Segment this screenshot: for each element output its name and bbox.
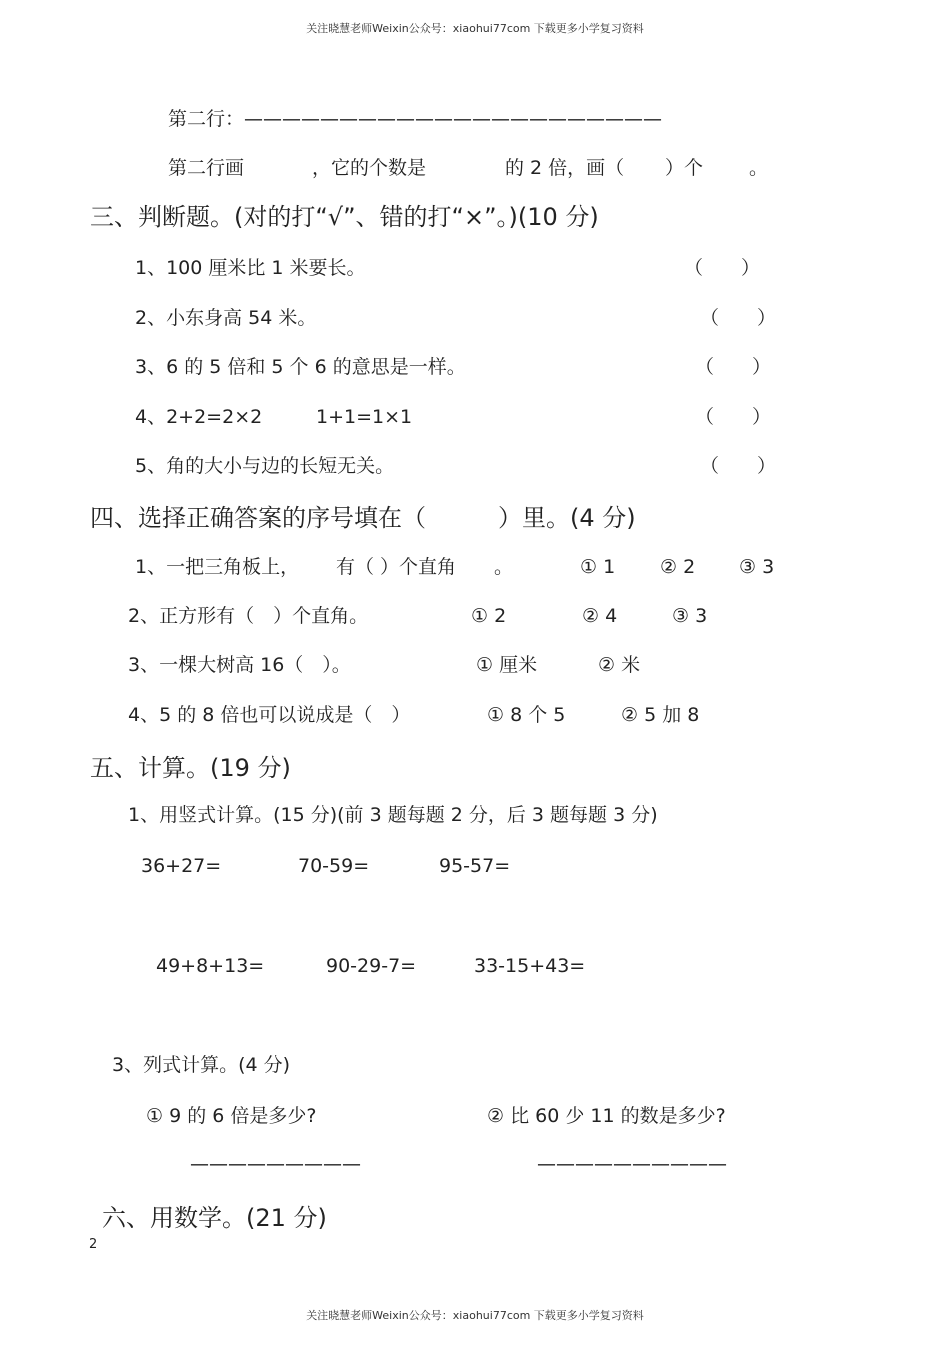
choice-2-option-b: ② 4: [582, 605, 618, 627]
choice-3-option-a: ① 厘米: [476, 654, 538, 676]
calc-formula-question-2: ② 比 60 少 11 的数是多少?: [487, 1105, 726, 1127]
answer-blank-1: —————————: [190, 1153, 361, 1175]
section-calc-title: 五、计算。(19 分): [90, 754, 291, 782]
answer-blank-2: ——————————: [537, 1153, 727, 1175]
choice-2-option-c: ③ 3: [672, 605, 708, 627]
choice-1-option-c: ③ 3: [739, 556, 775, 578]
draw-sentence-d: ）个: [665, 157, 704, 179]
choice-item-1-mid: 有（ ）个直角: [336, 556, 457, 578]
judge-paren-5: （ ）: [700, 455, 777, 477]
judge-item-4: 4、2+2=2×2: [135, 406, 263, 428]
calc-problem-1: 36+27=: [141, 855, 222, 877]
choice-3-option-b: ② 米: [598, 654, 641, 676]
draw-sentence-b: ，它的个数是: [312, 157, 427, 179]
calc-problem-4: 49+8+13=: [156, 955, 265, 977]
section-choice-title: 四、选择正确答案的序号填在（ ）里。(4 分): [90, 504, 636, 532]
page-header: 关注晓慧老师Weixin公众号：xiaohui77com 下载更多小学复习资料: [306, 22, 644, 35]
choice-1-option-a: ① 1: [580, 556, 616, 578]
calc-problem-6: 33-15+43=: [474, 955, 586, 977]
judge-paren-1: （ ）: [684, 257, 761, 279]
choice-item-4: 4、5 的 8 倍也可以说成是（ ）: [128, 704, 411, 726]
choice-4-option-a: ① 8 个 5: [487, 704, 566, 726]
page-number: 2: [89, 1237, 98, 1252]
page-footer: 关注晓慧老师Weixin公众号：xiaohui77com 下载更多小学复习资料: [306, 1309, 644, 1322]
judge-paren-3: （ ）: [695, 356, 772, 378]
calc-formula-question-1: ① 9 的 6 倍是多少?: [146, 1105, 317, 1127]
draw-sentence-e: 。: [749, 157, 769, 179]
draw-sentence-c: 的 2 倍，画（: [505, 157, 625, 179]
choice-2-option-a: ① 2: [471, 605, 507, 627]
draw-line-label: 第二行：——————————————————————: [168, 108, 663, 130]
judge-paren-2: （ ）: [700, 307, 777, 329]
judge-item-1: 1、100 厘米比 1 米要长。: [135, 257, 366, 279]
choice-1-option-b: ② 2: [660, 556, 696, 578]
draw-sentence-a: 第二行画: [168, 157, 245, 179]
calc-problem-3: 95-57=: [439, 855, 511, 877]
choice-item-3: 3、一棵大树高 16（ ）。: [128, 654, 351, 676]
judge-item-5: 5、角的大小与边的长短无关。: [135, 455, 395, 477]
calc-sub-vertical: 1、用竖式计算。(15 分)(前 3 题每题 2 分，后 3 题每题 3 分): [128, 804, 658, 826]
choice-item-2: 2、正方形有（ ）个直角。: [128, 605, 369, 627]
judge-item-4-extra: 1+1=1×1: [316, 406, 413, 428]
calc-sub-formula: 3、列式计算。(4 分): [112, 1054, 291, 1076]
choice-item-1: 1、一把三角板上，: [135, 556, 300, 578]
choice-item-1-end: 。: [494, 556, 514, 578]
calc-problem-5: 90-29-7=: [326, 955, 417, 977]
calc-problem-2: 70-59=: [298, 855, 370, 877]
section-judge-title: 三、判断题。(对的打“√”、错的打“×”。)(10 分): [90, 203, 599, 231]
judge-item-3: 3、6 的 5 倍和 5 个 6 的意思是一样。: [135, 356, 466, 378]
judge-paren-4: （ ）: [695, 406, 772, 428]
judge-item-2: 2、小东身高 54 米。: [135, 307, 317, 329]
choice-4-option-b: ② 5 加 8: [621, 704, 700, 726]
section-apply-title: 六、用数学。(21 分): [102, 1204, 327, 1232]
